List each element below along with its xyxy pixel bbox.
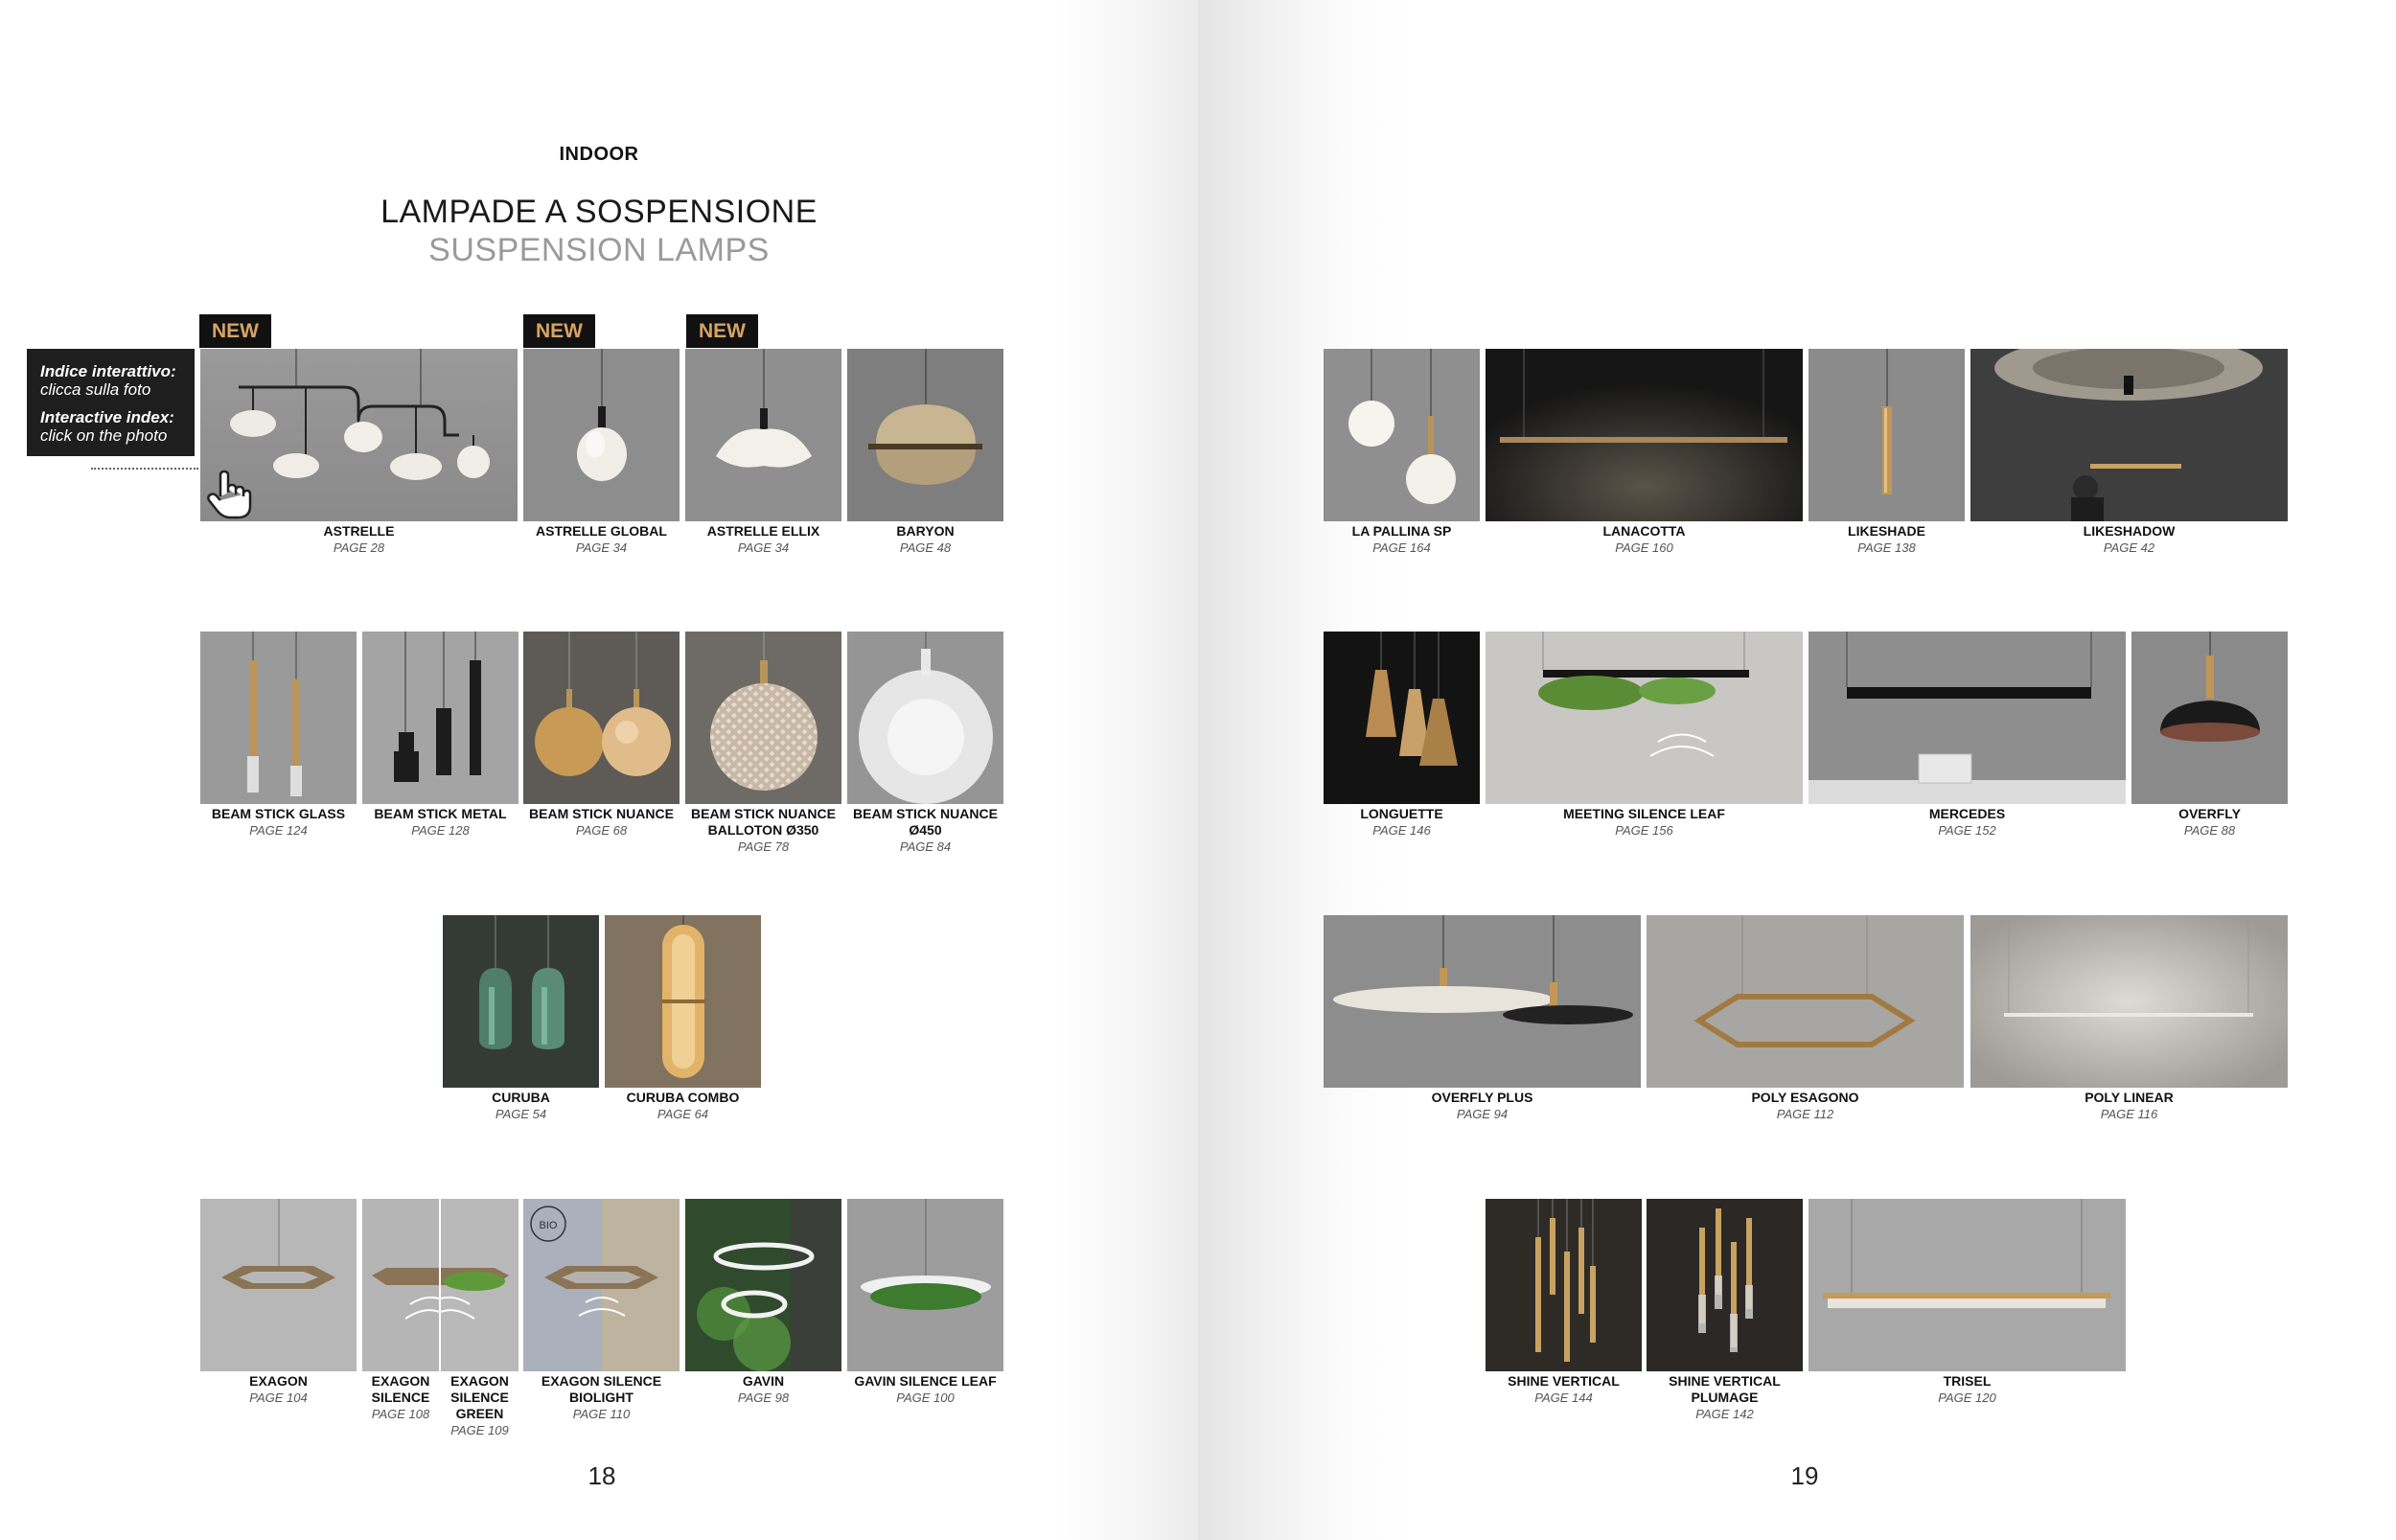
product-name: CURUBA COMBO: [626, 1090, 740, 1105]
product-name: BEAM STICK METAL: [374, 806, 507, 821]
page-ref: PAGE 94: [1456, 1107, 1509, 1121]
product-photo[interactable]: [1970, 349, 2288, 521]
page-ref: PAGE 128: [411, 823, 470, 838]
page-ref: PAGE 68: [575, 823, 628, 838]
product-name: LANACOTTA: [1602, 523, 1686, 539]
section-label: INDOOR: [559, 144, 639, 165]
product-photo[interactable]: [1486, 632, 1803, 804]
page-ref: PAGE 78: [737, 839, 790, 854]
page-title-italian: LAMPADE A SOSPENSIONE: [380, 194, 818, 230]
product-photo[interactable]: [1809, 1199, 2126, 1371]
product-name: LIKESHADE: [1848, 523, 1925, 539]
new-badge: NEW: [523, 314, 595, 348]
product-photo[interactable]: [1809, 349, 1965, 521]
product-name: GAVIN: [742, 1373, 785, 1389]
product-name: BARYON: [896, 523, 955, 539]
product-photo[interactable]: [605, 915, 761, 1088]
page-ref: PAGE 108: [371, 1407, 430, 1421]
product-photo[interactable]: [200, 1199, 357, 1371]
page-ref: PAGE 100: [896, 1391, 955, 1405]
page-ref: PAGE 160: [1615, 540, 1673, 555]
bio-label: BIO: [539, 1220, 558, 1231]
index-text-it: clicca sulla foto: [40, 380, 151, 399]
page-ref: PAGE 152: [1938, 823, 1996, 838]
index-text-en: click on the photo: [40, 426, 168, 445]
page-ref: PAGE 112: [1776, 1107, 1834, 1121]
product-name: BEAM STICK NUANCE BALLOTON Ø350: [691, 806, 836, 838]
product-photo[interactable]: [200, 632, 357, 804]
page-ref: PAGE 48: [899, 540, 952, 555]
index-pointer-line: [91, 468, 198, 470]
product-photo[interactable]: [847, 349, 1003, 521]
page-ref: PAGE 28: [333, 540, 385, 555]
product-photo[interactable]: [1486, 349, 1803, 521]
page-ref: PAGE 144: [1534, 1391, 1593, 1405]
product-photo[interactable]: [523, 632, 680, 804]
interactive-index-note: Indice interattivo: clicca sulla foto Interactive index: click on the photo: [27, 349, 195, 456]
page-ref: PAGE 64: [657, 1107, 709, 1121]
product-name: BEAM STICK NUANCE Ø450: [853, 806, 998, 838]
page-ref: PAGE 104: [249, 1391, 308, 1405]
index-label-it: Indice interattivo: [40, 362, 172, 380]
page-number-right: 19: [1790, 1461, 1819, 1490]
product-name: POLY ESAGONO: [1751, 1090, 1859, 1105]
product-photo[interactable]: [443, 915, 599, 1088]
index-label-en: Interactive index: [40, 408, 170, 426]
product-photo[interactable]: [1809, 632, 2126, 804]
page-ref: PAGE 142: [1695, 1407, 1754, 1421]
product-name: MEETING SILENCE LEAF: [1563, 806, 1725, 821]
hand-pointer-icon: [205, 468, 253, 521]
product-name: LONGUETTE: [1360, 806, 1443, 821]
product-name: EXAGON SILENCE GREEN: [450, 1373, 509, 1421]
product-photo[interactable]: [847, 632, 1003, 804]
product-photo[interactable]: [1486, 1199, 1642, 1371]
product-name: LA PALLINA SP: [1351, 523, 1452, 539]
product-photo[interactable]: [362, 1199, 439, 1371]
page-number-left: 18: [587, 1461, 616, 1490]
page-ref: PAGE 54: [495, 1107, 547, 1121]
page-ref: PAGE 84: [899, 839, 952, 854]
page-ref: PAGE 88: [2183, 823, 2236, 838]
product-photo[interactable]: [523, 1199, 680, 1371]
page-ref: PAGE 34: [737, 540, 790, 555]
page-ref: PAGE 42: [2103, 540, 2155, 555]
new-badge: NEW: [686, 314, 758, 348]
product-name: TRISEL: [1943, 1373, 1992, 1389]
page-ref: PAGE 116: [2100, 1107, 2158, 1121]
product-name: GAVIN SILENCE LEAF: [854, 1373, 997, 1389]
page-ref: PAGE 146: [1372, 823, 1431, 838]
product-name: SHINE VERTICAL PLUMAGE: [1669, 1373, 1781, 1405]
product-name: OVERFLY PLUS: [1431, 1090, 1533, 1105]
product-photo[interactable]: [847, 1199, 1003, 1371]
product-photo[interactable]: [1647, 915, 1964, 1088]
product-name: ASTRELLE GLOBAL: [536, 523, 667, 539]
product-name: EXAGON SILENCE: [371, 1373, 430, 1405]
product-photo[interactable]: [1647, 1199, 1803, 1371]
product-photo[interactable]: [1324, 349, 1480, 521]
product-photo[interactable]: [1970, 915, 2288, 1088]
product-name: LIKESHADOW: [2083, 523, 2176, 539]
product-photo[interactable]: [362, 632, 518, 804]
product-name: BEAM STICK NUANCE: [529, 806, 674, 821]
page-ref: PAGE 109: [450, 1423, 509, 1437]
page-title-english: SUSPENSION LAMPS: [428, 232, 770, 268]
product-name: ASTRELLE: [323, 523, 395, 539]
product-name: CURUBA: [492, 1090, 550, 1105]
product-name: ASTRELLE ELLIX: [706, 523, 820, 539]
page-ref: PAGE 124: [249, 823, 308, 838]
product-photo[interactable]: [1324, 632, 1480, 804]
product-name: EXAGON SILENCE BIOLIGHT: [541, 1373, 662, 1405]
page-ref: PAGE 156: [1615, 823, 1673, 838]
page-ref: PAGE 110: [572, 1407, 631, 1421]
product-name: EXAGON: [249, 1373, 308, 1389]
new-badge: NEW: [199, 314, 271, 348]
product-photo[interactable]: [1324, 915, 1641, 1088]
product-name: MERCEDES: [1928, 806, 2006, 821]
product-name: POLY LINEAR: [2085, 1090, 2174, 1105]
product-name: SHINE VERTICAL: [1508, 1373, 1620, 1389]
page-ref: PAGE 34: [575, 540, 628, 555]
product-photo[interactable]: [685, 632, 841, 804]
page-ref: PAGE 138: [1857, 540, 1916, 555]
product-photo[interactable]: [441, 1199, 518, 1371]
product-photo[interactable]: [2131, 632, 2288, 804]
product-photo[interactable]: [523, 349, 680, 521]
product-name: BEAM STICK GLASS: [211, 806, 346, 821]
page-ref: PAGE 98: [737, 1391, 790, 1405]
page-ref: PAGE 120: [1938, 1391, 1996, 1405]
product-photo[interactable]: [685, 349, 841, 521]
product-name: OVERFLY: [2178, 806, 2241, 821]
page-ref: PAGE 164: [1372, 540, 1431, 555]
product-photo[interactable]: [685, 1199, 841, 1371]
